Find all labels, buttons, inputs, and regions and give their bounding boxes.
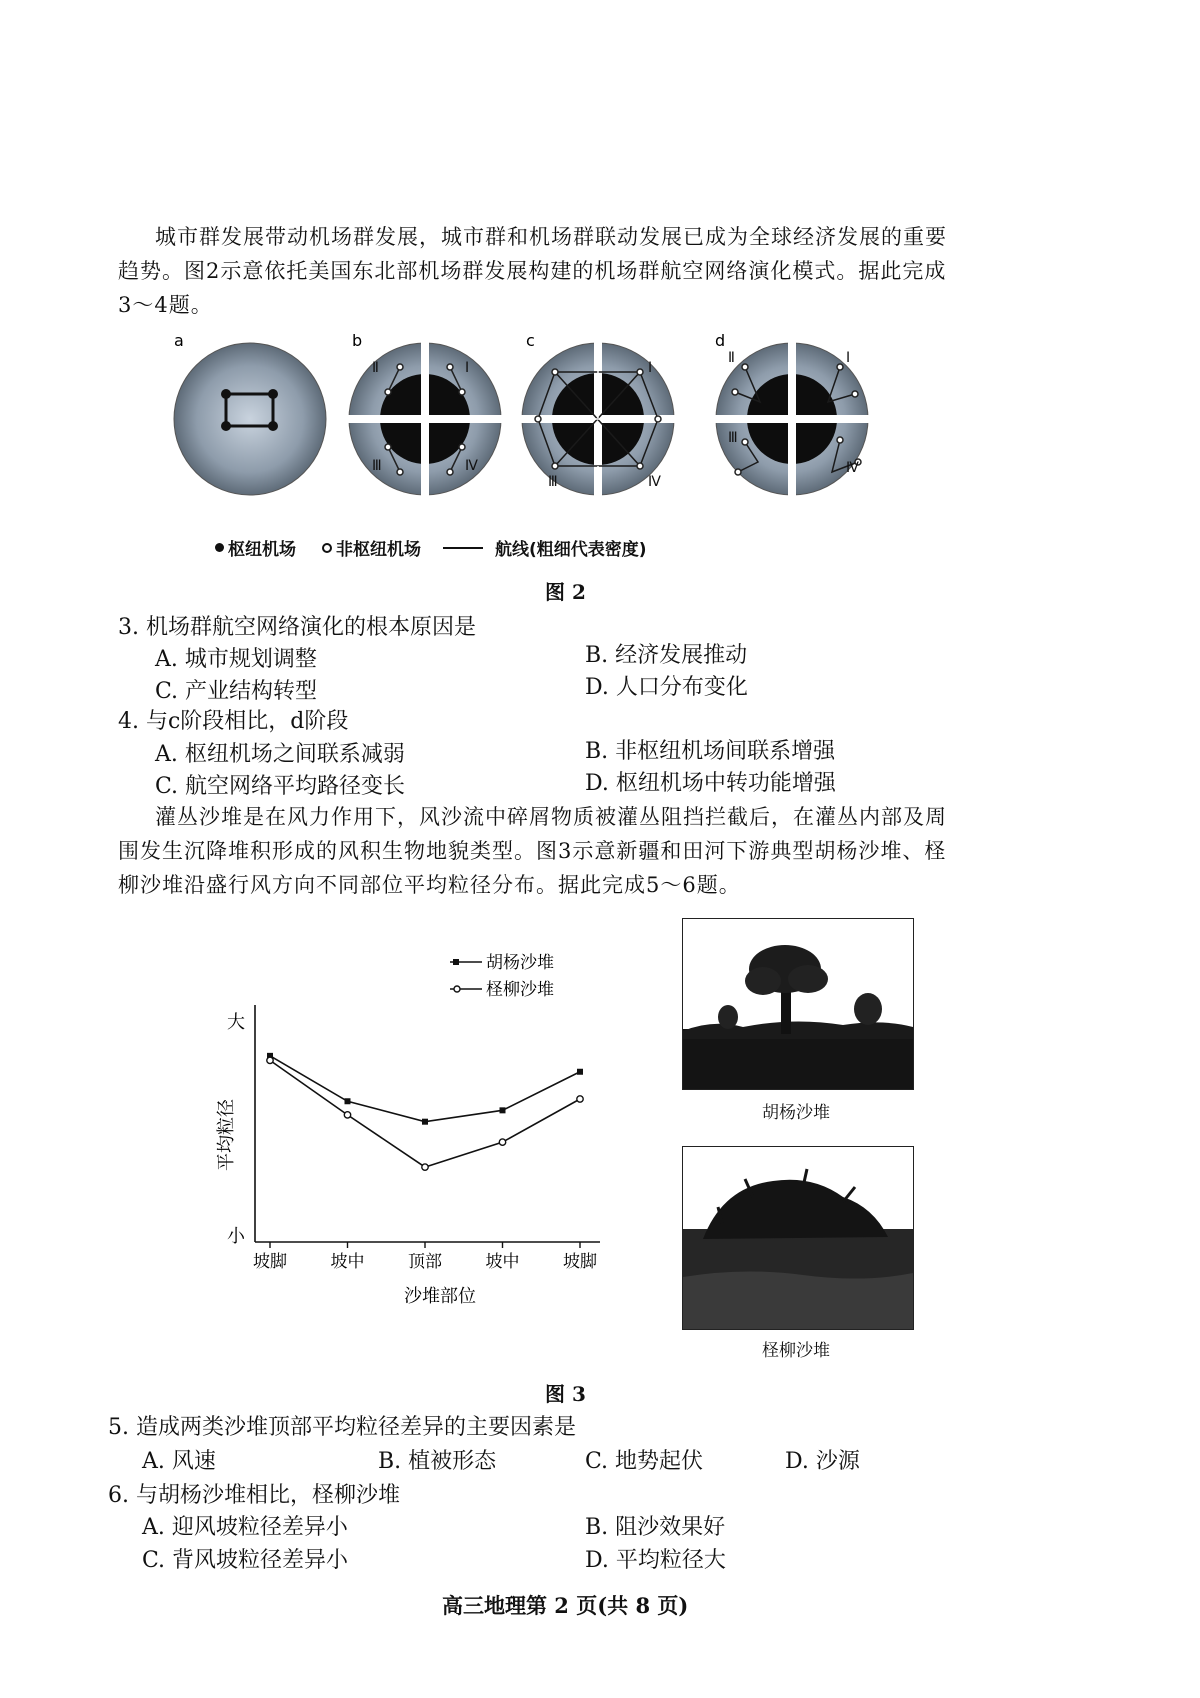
chart-x-tick-label: 顶部 [408,1252,442,1272]
legend-label-1: 柽柳沙堆 [486,980,554,1000]
question-4-stem: 4. 与c阶段相比，d阶段 [118,709,349,734]
populus-dune-picture [683,919,913,1089]
grain-size-chart [200,950,660,1320]
intro1-line2-wrap [118,254,946,288]
hub-airport-legend-label: 枢纽机场 [228,540,296,560]
figure-2-caption: 图 2 [545,580,586,604]
page-footer: 高三地理第 2 页(共 8 页) [442,1593,689,1618]
panel-label-b: b [352,331,363,350]
intro2-line2: 围发生沉降堆积形成的风积生物地貌类型。图3示意新疆和田河下游典型胡杨沙堆、柽 [118,839,947,863]
question-3-option-d: D. 人口分布变化 [585,675,748,700]
question-5-stem: 5. 造成两类沙堆顶部平均粒径差异的主要因素是 [108,1415,576,1440]
figure-2-legend [215,535,647,560]
question-5-option-c: C. 地势起伏 [585,1449,704,1474]
panel-c-region-3: Ⅲ [548,474,558,490]
nonhub-airport-legend-icon [322,543,332,553]
chart-y-top-label: 大 [227,1012,245,1033]
panel-b-region-3: Ⅲ [372,458,382,474]
panel-c-region-1: Ⅰ [648,360,653,376]
legend-label-0: 胡杨沙堆 [486,953,554,973]
question-5-option-d: D. 沙源 [785,1449,860,1474]
panel-b-region-2: Ⅱ [372,360,379,376]
chart-axes [253,1005,600,1272]
question-3-option-b: B. 经济发展推动 [585,643,748,668]
series-point-1 [422,1164,428,1170]
intro1-line3: 3～4题。 [118,293,213,317]
panel-b-region-4: Ⅳ [465,458,478,474]
photo-tamarix-dune [682,1146,914,1330]
question-6-option-d: D. 平均粒径大 [585,1548,726,1573]
legend-marker-0 [453,959,459,965]
question-3-option-c: C. 产业结构转型 [155,679,318,704]
panel-c-region-4: Ⅳ [648,474,661,490]
legend-marker-1 [454,986,460,992]
question-5-option-b: B. 植被形态 [378,1449,497,1474]
route-legend-icon [443,547,483,549]
panel-d-region-4: Ⅳ [846,460,859,476]
series-point-1 [344,1112,350,1118]
chart-x-tick-label: 坡中 [330,1252,365,1272]
panel-label-a: a [174,331,184,350]
series-point-0 [577,1069,583,1075]
question-4-option-d: D. 枢纽机场中转功能增强 [585,771,836,796]
panel-d-region-1: Ⅰ [846,350,851,366]
series-point-1 [499,1139,505,1145]
series-point-0 [345,1098,351,1104]
chart-legend [450,952,554,1000]
question-4-option-a: A. 枢纽机场之间联系减弱 [155,742,405,767]
question-4-option-c: C. 航空网络平均路径变长 [155,774,406,799]
chart-x-tick-label: 坡中 [485,1252,520,1272]
figure-3-caption: 图 3 [545,1382,586,1406]
figure-2 [160,322,890,522]
series-point-1 [577,1096,583,1102]
panel-d-region-3: Ⅲ [728,430,738,446]
photo-tamarix-caption: 柽柳沙堆 [762,1341,830,1361]
intro1-line1: 城市群发展带动机场群发展，城市群和机场群联动发展已成为全球经济发展的重要 [155,225,947,249]
chart-y-axis-label: 平均粒径 [216,1099,237,1171]
intro-paragraph-1 [155,220,947,254]
tamarix-dune-picture [683,1147,913,1329]
series-point-1 [267,1057,273,1063]
series-line-1 [270,1060,580,1167]
series-line-0 [270,1056,580,1122]
series-point-0 [500,1107,506,1113]
photo-populus-dune [682,918,914,1090]
series-point-0 [422,1119,428,1125]
question-5-option-a: A. 风速 [142,1449,216,1474]
chart-x-tick-label: 坡脚 [563,1252,597,1272]
chart-series [267,1053,583,1170]
chart-y-bottom-label: 小 [227,1226,245,1247]
intro2-line1: 灌丛沙堆是在风力作用下，风沙流中碎屑物质被灌丛阻挡拦截后，在灌丛内部及周 [155,805,947,829]
question-3-option-a: A. 城市规划调整 [155,647,317,672]
chart-x-axis-label: 沙堆部位 [404,1286,476,1307]
chart-x-tick-label: 坡脚 [253,1252,287,1272]
route-legend-label: 航线(粗细代表密度) [495,540,647,560]
question-6-option-c: C. 背风坡粒径差异小 [142,1548,349,1573]
hub-airport-legend-icon [215,543,224,552]
intro1-line2: 趋势。图2示意依托美国东北部机场群发展构建的机场群航空网络演化模式。据此完成 [118,259,947,283]
panel-a [174,343,326,495]
intro1-line3-wrap [118,288,213,322]
question-6-option-b: B. 阻沙效果好 [585,1515,726,1540]
question-3-stem: 3. 机场群航空网络演化的根本原因是 [118,615,476,640]
panel-b-region-1: Ⅰ [465,360,470,376]
photo-populus-caption: 胡杨沙堆 [762,1103,830,1123]
question-6-stem: 6. 与胡杨沙堆相比，柽柳沙堆 [108,1483,400,1508]
nonhub-airport-legend-label: 非枢纽机场 [336,540,421,560]
question-4-option-b: B. 非枢纽机场间联系增强 [585,739,836,764]
panel-label-c: c [526,331,535,350]
panel-label-d: d [715,331,726,350]
intro2-line3: 柳沙堆沿盛行风方向不同部位平均粒径分布。据此完成5～6题。 [118,873,741,897]
question-6-option-a: A. 迎风坡粒径差异小 [142,1515,348,1540]
panel-d-region-2: Ⅱ [728,350,735,366]
